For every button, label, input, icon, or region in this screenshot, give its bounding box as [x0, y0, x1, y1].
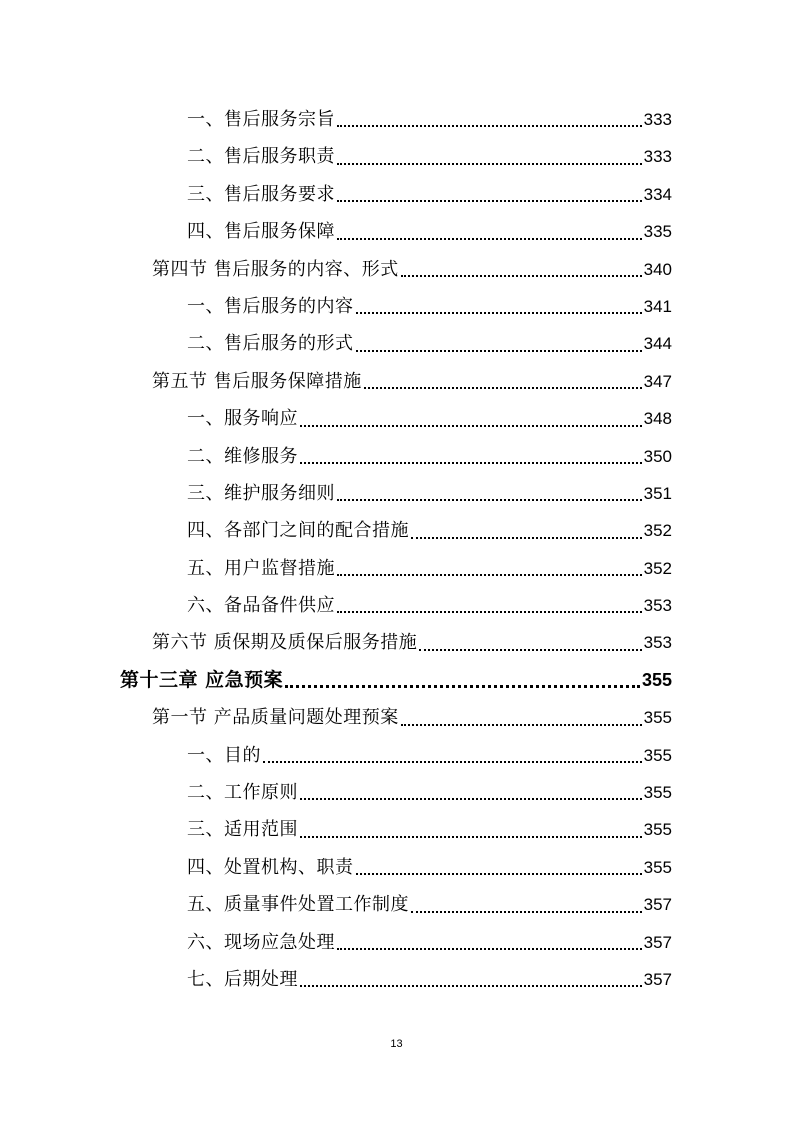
dot-leader	[411, 886, 642, 923]
toc-entry-title: 三、售后服务要求	[187, 183, 335, 205]
toc-entry-page: 335	[643, 222, 672, 242]
dot-leader	[356, 325, 642, 362]
toc-entry-page: 352	[643, 558, 672, 578]
toc-entry-title: 四、处置机构、职责	[187, 856, 354, 878]
dot-leader	[300, 400, 642, 437]
toc-entry[interactable]	[0, 213, 793, 250]
dot-leader	[300, 438, 642, 475]
toc-entry[interactable]	[0, 774, 793, 811]
toc-entry-title: 三、维护服务细则	[187, 482, 335, 504]
toc-entry[interactable]	[0, 400, 793, 437]
toc-entry-title: 第四节 售后服务的内容、形式	[152, 258, 399, 280]
dot-leader	[337, 213, 642, 250]
toc-entry-title: 六、现场应急处理	[187, 931, 335, 953]
dot-leader	[300, 811, 642, 848]
page-number: 13	[390, 1038, 403, 1050]
toc-section-entry[interactable]	[0, 624, 793, 661]
toc-entry-page: 353	[643, 633, 672, 653]
toc-entry[interactable]	[0, 737, 793, 774]
toc-entry-title: 第十三章 应急预案	[120, 668, 284, 691]
toc-entry-page: 357	[643, 895, 672, 915]
toc-entry-page: 357	[643, 969, 672, 989]
dot-leader	[364, 363, 642, 400]
toc-entry-page: 340	[643, 259, 672, 279]
toc-entry[interactable]	[0, 475, 793, 512]
toc-entry-title: 二、售后服务职责	[187, 146, 335, 168]
toc-entry-page: 351	[643, 483, 672, 503]
toc-entry-page: 334	[643, 184, 672, 204]
toc-entry[interactable]	[0, 587, 793, 624]
toc-entry-page: 352	[643, 521, 672, 541]
toc-section-entry[interactable]	[0, 699, 793, 736]
toc-entry[interactable]	[0, 288, 793, 325]
toc-entry[interactable]	[0, 961, 793, 998]
toc-entry[interactable]	[0, 849, 793, 886]
table-of-contents	[0, 101, 793, 998]
toc-entry-title: 一、售后服务宗旨	[187, 109, 335, 130]
toc-entry[interactable]	[0, 138, 793, 175]
toc-entry-page: 344	[643, 334, 672, 354]
toc-entry-title: 一、售后服务的内容	[187, 295, 354, 317]
toc-section-entry[interactable]	[0, 363, 793, 400]
dot-leader	[337, 176, 642, 213]
toc-entry-page: 341	[643, 296, 672, 316]
toc-entry[interactable]	[0, 101, 793, 138]
toc-entry-page: 355	[643, 708, 672, 728]
toc-entry-title: 一、目的	[187, 744, 261, 766]
toc-entry[interactable]	[0, 176, 793, 213]
dot-leader	[411, 512, 642, 549]
toc-entry-title: 四、各部门之间的配合措施	[187, 520, 409, 542]
toc-entry[interactable]	[0, 924, 793, 961]
dot-leader	[337, 550, 642, 587]
dot-leader	[337, 138, 642, 175]
toc-entry-page: 333	[643, 147, 672, 167]
toc-entry-title: 第一节 产品质量问题处理预案	[152, 707, 399, 729]
dot-leader	[263, 737, 642, 774]
dot-leader	[356, 288, 642, 325]
toc-entry-title: 七、后期处理	[187, 968, 298, 990]
toc-entry-title: 二、维修服务	[187, 445, 298, 467]
toc-entry-title: 第六节 质保期及质保后服务措施	[152, 632, 418, 654]
dot-leader	[285, 662, 640, 699]
dot-leader	[337, 587, 642, 624]
toc-entry-title: 六、备品备件供应	[187, 595, 335, 617]
dot-leader	[337, 475, 642, 512]
toc-entry[interactable]	[0, 512, 793, 549]
toc-entry-title: 四、售后服务保障	[187, 221, 335, 243]
toc-entry[interactable]	[0, 325, 793, 362]
toc-entry-title: 二、工作原则	[187, 782, 298, 804]
toc-entry-page: 355	[641, 669, 672, 690]
toc-entry-page: 355	[643, 857, 672, 877]
toc-chapter-entry[interactable]	[0, 662, 793, 699]
toc-entry-page: 353	[643, 596, 672, 616]
toc-entry-title: 五、用户监督措施	[187, 557, 335, 579]
toc-entry-page: 355	[643, 820, 672, 840]
dot-leader	[401, 251, 642, 288]
toc-entry-title: 第五节 售后服务保障措施	[152, 370, 362, 392]
toc-entry-title: 一、服务响应	[187, 408, 298, 430]
dot-leader	[401, 699, 642, 736]
toc-entry-page: 350	[643, 446, 672, 466]
toc-entry[interactable]	[0, 438, 793, 475]
toc-section-entry[interactable]	[0, 251, 793, 288]
toc-entry[interactable]	[0, 550, 793, 587]
toc-entry-title: 五、质量事件处置工作制度	[187, 894, 409, 916]
toc-entry-title: 三、适用范围	[187, 819, 298, 841]
toc-entry[interactable]	[0, 886, 793, 923]
dot-leader	[300, 774, 642, 811]
toc-entry-page: 355	[643, 745, 672, 765]
toc-entry-page: 333	[643, 110, 672, 129]
toc-entry-title: 二、售后服务的形式	[187, 333, 354, 355]
toc-entry-page: 347	[643, 371, 672, 391]
dot-leader	[337, 101, 642, 138]
toc-entry-page: 357	[643, 932, 672, 952]
toc-entry-page: 348	[643, 409, 672, 429]
dot-leader	[337, 924, 642, 961]
dot-leader	[419, 624, 641, 661]
dot-leader	[300, 961, 642, 998]
dot-leader	[356, 849, 642, 886]
toc-entry-page: 355	[643, 783, 672, 803]
toc-entry[interactable]	[0, 811, 793, 848]
